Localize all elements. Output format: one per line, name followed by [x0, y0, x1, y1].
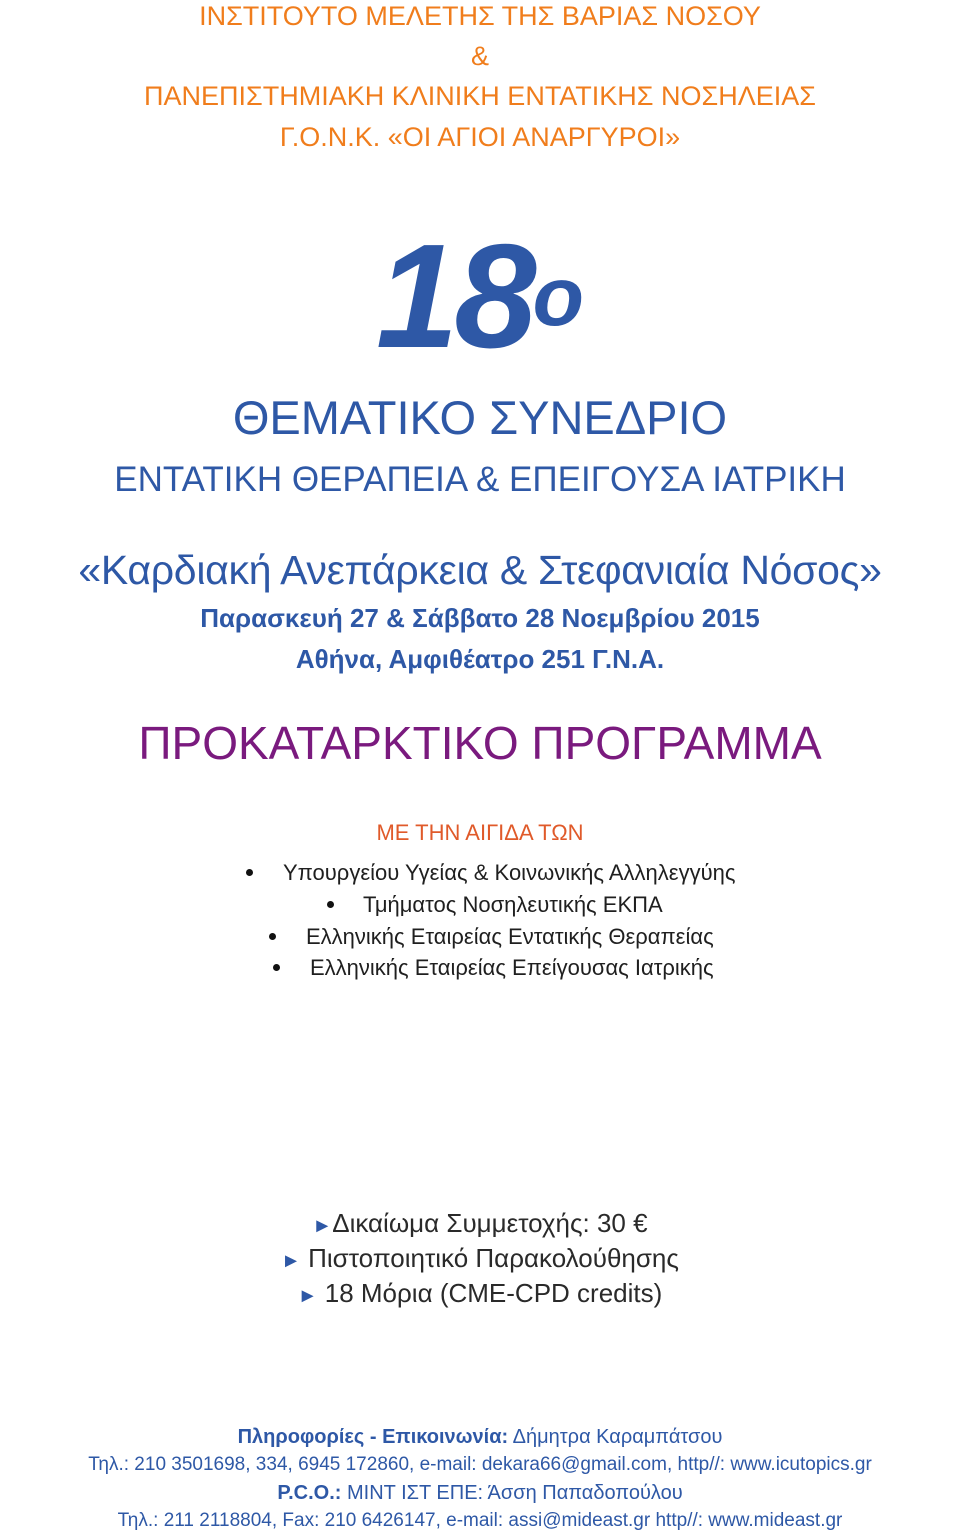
program-title: ΠΡΟΚΑΤΑΡΚΤΙΚΟ ΠΡΟΓΡΑΜΜΑ [138, 717, 822, 769]
bullet-icon [269, 933, 276, 940]
benefit-text: 18 Μόρια (CME-CPD credits) [324, 1278, 663, 1308]
contact-info-name: Δήμητρα Καραμπάτσου [512, 1426, 723, 1448]
pco-label: P.C.O.: [277, 1482, 342, 1504]
ampersand-line: & [470, 41, 489, 71]
list-item [327, 890, 663, 920]
benefit-text: Δικαίωμα Συμμετοχής: 30 € [332, 1208, 648, 1238]
bullet-icon [273, 964, 280, 971]
list-item [269, 922, 714, 952]
contact-info-line [0, 1423, 960, 1451]
auspice-text: Υπουργείου Υγείας & Κοινωνικής Αλληλεγγύης [283, 860, 736, 885]
pco-name: ΜΙΝΤ ΙΣΤ ΕΠΕ: Άσση Παπαδοπούλου [347, 1482, 683, 1504]
auspice-text: Ελληνικής Εταιρείας Εντατικής Θεραπείας [306, 924, 714, 949]
event-ordinal [0, 214, 960, 379]
benefit-text: Πιστοποιητικό Παρακολούθησης [308, 1243, 679, 1273]
contact-info-details: Τηλ.: 210 3501698, 334, 6945 172860, e-mail: dekara66@gmail.com, http//: www.icutopics.gr [88, 1454, 872, 1475]
event-subtitle: ΕΝΤΑΤΙΚΗ ΘΕΡΑΠΕΙΑ & ΕΠΕΙΓΟΥΣΑ ΙΑΤΡΙΚΗ [114, 460, 846, 499]
hospital-name: Γ.Ο.Ν.Κ. «ΟΙ ΑΓΙΟΙ ΑΝΑΡΓΥΡΟΙ» [279, 122, 681, 152]
benefit-item [0, 1275, 960, 1311]
auspice-text: Τμήματος Νοσηλευτικής ΕΚΠΑ [363, 892, 663, 917]
arrow-right-icon: ► [312, 1215, 333, 1237]
event-theme: «Καρδιακή Ανεπάρκεια & Στεφανιαία Νόσος» [78, 547, 882, 593]
event-venue: Αθήνα, Αμφιθέατρο 251 Γ.Ν.Α. [295, 644, 665, 674]
bullet-icon [246, 869, 253, 876]
arrow-right-icon: ► [281, 1250, 301, 1272]
list-item [246, 858, 736, 888]
auspices-heading: ΜΕ ΤΗΝ ΑΙΓΙΔΑ ΤΩΝ [376, 820, 584, 845]
event-dates: Παρασκευή 27 & Σάββατο 28 Νοεμβρίου 2015 [200, 603, 760, 633]
contact-info-label: Πληροφορίες - Επικοινωνία: [237, 1426, 509, 1448]
pco-details: Τηλ.: 211 2118804, Fax: 210 6426147, e-mail: assi@mideast.gr http//: www.mideast.gr [117, 1510, 843, 1531]
bullet-icon [327, 901, 334, 908]
clinic-name: ΠΑΝΕΠΙΣΤΗΜΙΑΚΗ ΚΛΙΝΙΚΗ ΕΝΤΑΤΙΚΗΣ ΝΟΣΗΛΕΙΑΣ [144, 81, 816, 111]
institute-name: ΙΝΣΤΙΤΟΥΤΟ ΜΕΛΕΤΗΣ ΤΗΣ ΒΑΡΙΑΣ ΝΟΣΟΥ [199, 1, 761, 31]
list-item [273, 953, 714, 983]
event-type: ΘΕΜΑΤΙΚΟ ΣΥΝΕΔΡΙΟ [232, 391, 728, 444]
benefit-item [0, 1240, 960, 1276]
ordinal-suffix: ο [532, 249, 584, 343]
auspice-text: Ελληνικής Εταιρείας Επείγουσας Ιατρικής [310, 955, 714, 980]
ordinal-number: 18 [376, 214, 533, 379]
pco-line [0, 1479, 960, 1507]
arrow-right-icon: ► [297, 1285, 318, 1307]
benefit-item [0, 1205, 960, 1241]
